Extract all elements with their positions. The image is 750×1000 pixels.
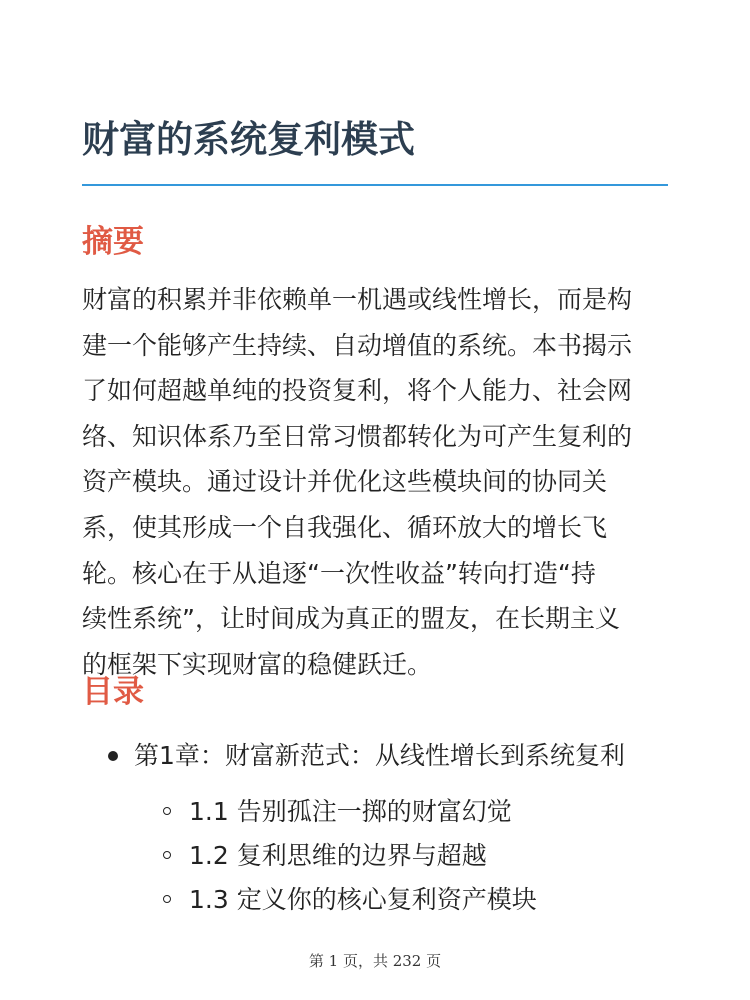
summary-line: 络、知识体系乃至日常习惯都转化为可产生复利的 bbox=[82, 421, 633, 451]
toc-section-label: 1.1 告别孤注一掷的财富幻觉 bbox=[189, 797, 512, 826]
document-title: 财富的系统复利模式 bbox=[82, 118, 415, 161]
toc-section-label: 1.2 复利思维的边界与超越 bbox=[189, 841, 487, 870]
page-footer: 第 1 页，共 232 页 bbox=[308, 952, 442, 970]
summary-line: 资产模块。通过设计并优化这些模块间的协同关 bbox=[82, 467, 608, 497]
summary-line: 了如何超越单纯的投资复利，将个人能力、社会网 bbox=[82, 376, 633, 406]
summary-line: 财富的积累并非依赖单一机遇或线性增长，而是构 bbox=[82, 285, 633, 314]
summary-line: 续性系统”，让时间成为真正的盟友，在长期主义 bbox=[82, 604, 620, 634]
summary-heading: 摘要 bbox=[82, 224, 144, 260]
toc-section-item[interactable] bbox=[160, 792, 512, 832]
summary-line: 轮。核心在于从追逐“一次性收益”转向打造“持 bbox=[82, 558, 596, 588]
toc-section-item[interactable] bbox=[160, 836, 487, 876]
summary-line: 建一个能够产生持续、自动增值的系统。本书揭示 bbox=[82, 330, 633, 360]
bullet-disc-icon bbox=[108, 751, 118, 761]
bullet-circle-icon bbox=[163, 807, 171, 815]
bullet-circle-icon bbox=[163, 895, 171, 903]
summary-line: 系，使其形成一个自我强化、循环放大的增长飞 bbox=[82, 512, 608, 542]
toc-chapter-label: 第1章：财富新范式：从线性增长到系统复利 bbox=[134, 741, 625, 770]
toc-section-label: 1.3 定义你的核心复利资产模块 bbox=[189, 885, 537, 914]
bullet-circle-icon bbox=[163, 851, 171, 859]
toc-section-item[interactable] bbox=[160, 880, 537, 920]
summary-paragraph bbox=[82, 277, 632, 687]
title-divider bbox=[82, 184, 668, 186]
summary-line: 的框架下实现财富的稳健跃迁。 bbox=[82, 649, 433, 679]
toc-chapter-item[interactable] bbox=[108, 736, 625, 776]
toc-heading: 目录 bbox=[82, 674, 144, 710]
